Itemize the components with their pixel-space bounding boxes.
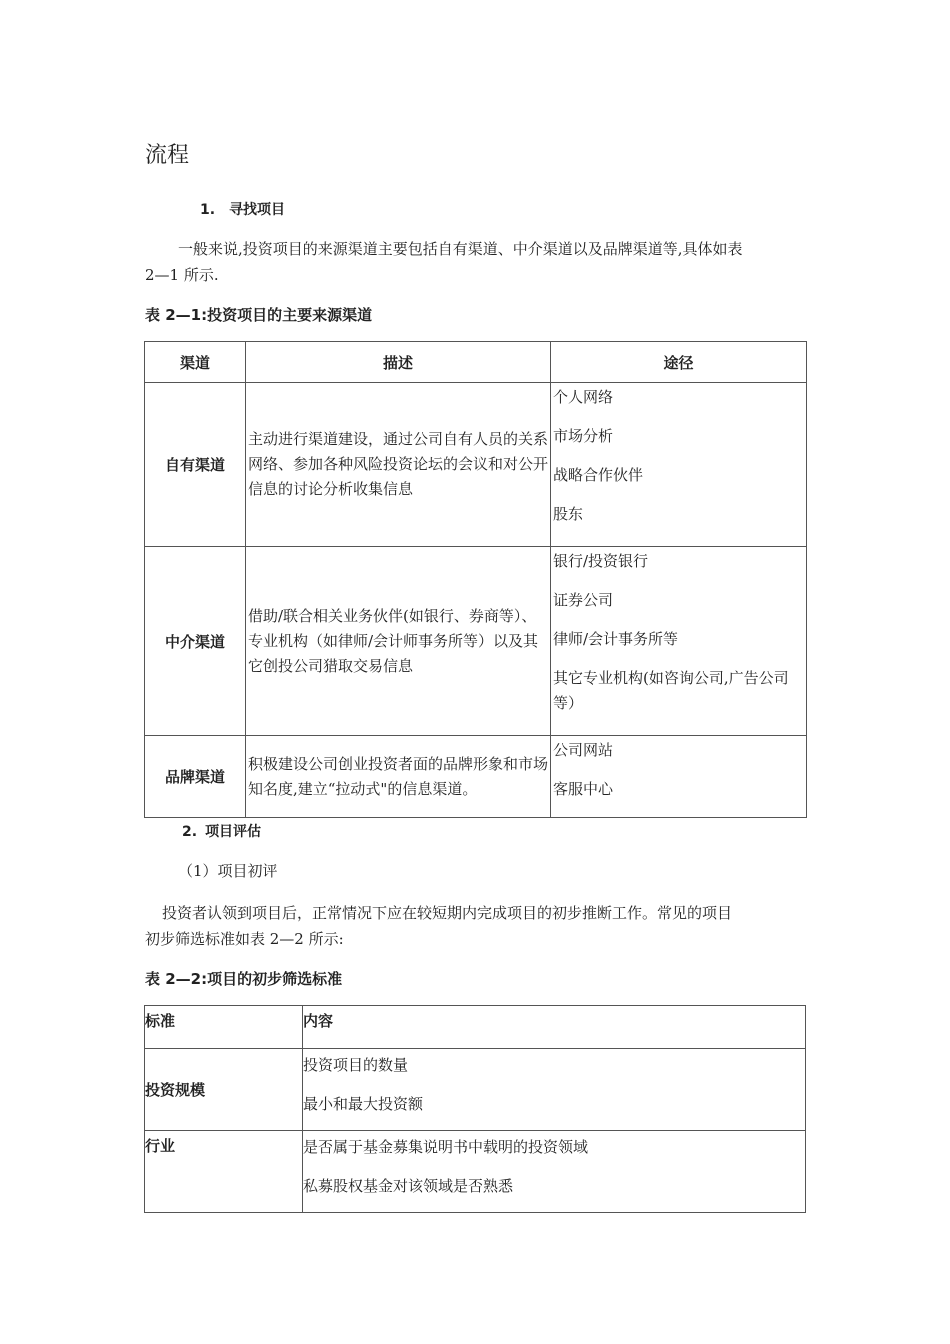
section1-title: 寻找项目 (229, 202, 286, 218)
table-row (145, 383, 807, 547)
col-header-criterion: 标准 (145, 1006, 303, 1049)
section2-paragraph-line2: 初步筛选标准如表 2—2 所示: (145, 930, 344, 948)
content-item: 最小和最大投资额 (303, 1095, 424, 1113)
criterion-cell: 投资规模 (145, 1049, 303, 1131)
way-item: 公司网站 (553, 741, 614, 759)
table-screening-criteria (144, 1005, 806, 1213)
section1-paragraph-line1: 一般来说,投资项目的来源渠道主要包括自有渠道、中介渠道以及品牌渠道等,具体如表 (178, 240, 743, 258)
way-item: 律师/会计事务所等 (553, 630, 679, 648)
content-cell (303, 1049, 806, 1131)
description-cell: 借助/联合相关业务伙伴(如银行、券商等）、专业机构（如律师/会计师事务所等）以及其它创投公司猎取交易信息 (246, 547, 551, 736)
content-cell (303, 1131, 806, 1213)
table-header-row (145, 1006, 806, 1049)
way-item: 证券公司 (553, 591, 614, 609)
ways-cell (551, 736, 807, 818)
section2-title: 项目评估 (205, 824, 262, 840)
channel-cell: 中介渠道 (145, 547, 246, 736)
criterion-cell: 行业 (145, 1131, 303, 1213)
col-header-ways: 途径 (551, 342, 807, 383)
channel-cell: 品牌渠道 (145, 736, 246, 818)
section1-number: 1. (200, 202, 216, 218)
section2-number: 2. (182, 824, 198, 840)
page-title: 流程 (145, 143, 190, 168)
ways-cell (551, 383, 807, 547)
channel-cell: 自有渠道 (145, 383, 246, 547)
table-row (145, 1131, 806, 1213)
way-item: 其它专业机构(如咨询公司,广告公司等） (553, 669, 789, 712)
section1-paragraph-line2: 2—1 所示. (145, 266, 219, 284)
way-item: 市场分析 (553, 427, 614, 445)
way-item: 银行/投资银行 (553, 552, 649, 570)
description-cell: 积极建设公司创业投资者面的品牌形象和市场知名度,建立“拉动式"的信息渠道。 (246, 736, 551, 818)
col-header-description: 描述 (246, 342, 551, 383)
table-row (145, 547, 807, 736)
section2-heading (182, 821, 261, 841)
table-source-channels (144, 341, 807, 818)
way-item: 客服中心 (553, 780, 614, 798)
section2-paragraph-line1: 投资者认领到项目后，正常情况下应在较短期内完成项目的初步推断工作。常见的项目 (162, 904, 733, 922)
table-row (145, 1049, 806, 1131)
table-header-row (145, 342, 807, 383)
ways-cell (551, 547, 807, 736)
table-row (145, 736, 807, 818)
col-header-channel: 渠道 (145, 342, 246, 383)
col-header-content: 内容 (303, 1006, 806, 1049)
content-item: 是否属于基金募集说明书中载明的投资领域 (303, 1138, 589, 1156)
content-item: 私募股权基金对该领域是否熟悉 (303, 1177, 514, 1195)
section1-heading (200, 199, 285, 219)
content-item: 投资项目的数量 (303, 1056, 409, 1074)
section2-subheading: （1）项目初评 (178, 862, 278, 880)
table2-caption: 表 2—2:项目的初步筛选标准 (145, 970, 343, 988)
description-cell: 主动进行渠道建设，通过公司自有人员的关系网络、参加各种风险投资论坛的会议和对公开信息的讨论分析收集信息 (246, 383, 551, 547)
way-item: 战略合作伙伴 (553, 466, 644, 484)
way-item: 股东 (553, 505, 584, 523)
way-item: 个人网络 (553, 388, 614, 406)
table1-caption: 表 2—1:投资项目的主要来源渠道 (145, 306, 373, 324)
